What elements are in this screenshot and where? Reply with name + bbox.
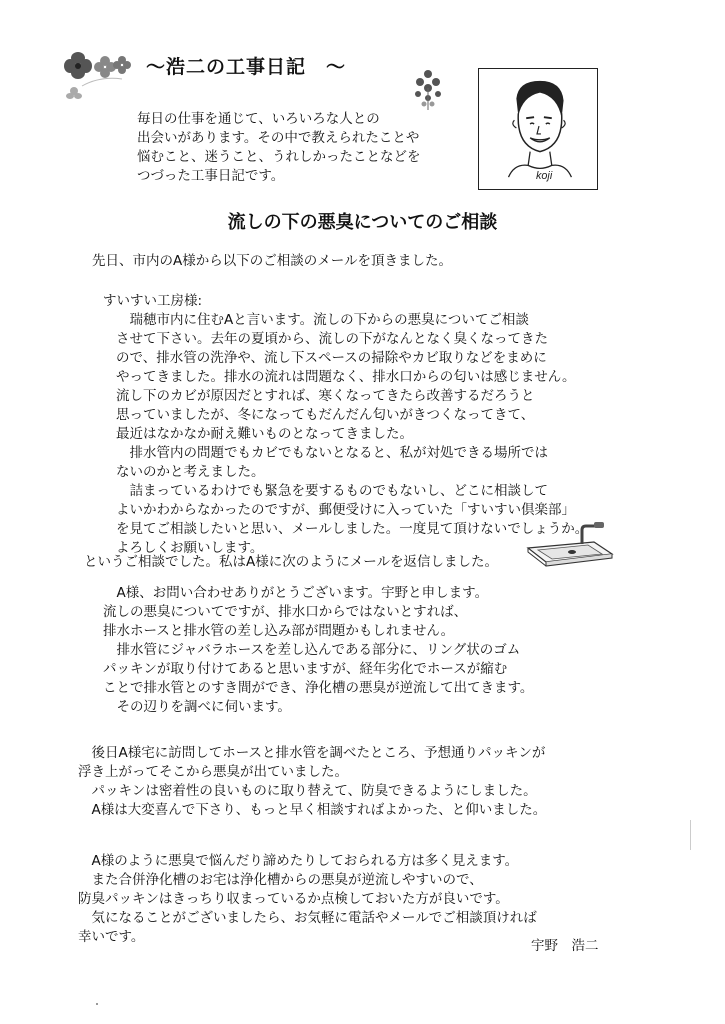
intro-line: 出会いがあります。その中で教えられたことや [137, 130, 420, 146]
email-line: よろしくお願いします。 [116, 540, 264, 556]
scan-edge-mark [690, 820, 691, 850]
visit-line: パッキンは密着性の良いものに取り替えて、防臭できるようにしました。 [78, 783, 537, 799]
email-line: ないのかと考えました。 [116, 464, 265, 480]
opening-line: 先日、市内のA様から以下のご相談のメールを頂きました。 [92, 253, 452, 269]
visit-paragraph [78, 744, 546, 820]
email-line: よいかわからなかったのですが、郵便受けに入っていた「すいすい倶楽部」 [116, 502, 575, 518]
author-portrait [478, 68, 598, 190]
intro-text [137, 110, 467, 186]
closing-line: 防臭パッキンはきっちり収まっているか点検しておいた方が良いです。 [78, 891, 509, 907]
reply-line: A様、お問い合わせありがとうございます。宇野と申します。 [103, 585, 489, 601]
email-line: させて下さい。去年の夏頃から、流しの下がなんとなく臭くなってきた [116, 331, 548, 347]
closing-line: 幸いです。 [78, 929, 145, 945]
visit-line: A様は大変喜んで下さり、もっと早く相談すればよかった、と仰いました。 [78, 802, 547, 818]
portrait-signature: koji [536, 170, 553, 183]
reply-line: 排水ホースと排水管の差し込み部が問題かもしれません。 [103, 623, 455, 639]
email-line: 最近はなかなか耐え難いものとなってきました。 [116, 426, 413, 442]
email-line: 流し下のカビが原因だとすれば、寒くなってきたら改善するだろうと [116, 388, 535, 404]
intro-line: つづった工事日記です。 [137, 168, 285, 184]
closing-line: A様のように悪臭で悩んだり諦めたりしておられる方は多く見えます。 [78, 853, 519, 869]
reply-paragraph [103, 584, 533, 717]
clover-icon [60, 46, 140, 106]
email-line: 思っていましたが、冬になってもだんだん匂いがきつくなってきて、 [116, 407, 535, 423]
page-title: ～浩二の工事日記 ～ [146, 56, 347, 78]
email-salutation: すいすい工房様: [103, 293, 203, 309]
email-line: 排水管内の問題でもカビでもないとなると、私が対処できる場所では [116, 445, 548, 461]
opening-paragraph [92, 252, 452, 271]
email-line: やってきました。排水の流れは問題なく、排水口からの匂いは感じません。 [116, 369, 576, 385]
sink-icon [524, 522, 616, 570]
reply-line: パッキンが取り付けてあると思いますが、経年劣化でホースが縮む [103, 661, 508, 677]
flower-icon [408, 66, 448, 110]
article-heading: 流しの下の悪臭についてのご相談 [227, 212, 498, 233]
closing-line: また合併浄化槽のお宅は浄化槽からの悪臭が逆流しやすいので、 [78, 872, 483, 888]
email-line: 詰まっているわけでも緊急を要するものでもないし、どこに相談して [116, 483, 548, 499]
reply-line: ことで排水管とのすき間ができ、浄化槽の悪臭が逆流して出てきます。 [103, 680, 534, 696]
transition-paragraph [84, 553, 498, 572]
reply-line: 排水管にジャバラホースを差し込んである部分に、リング状のゴム [103, 642, 521, 658]
email-paragraph [103, 292, 588, 558]
closing-paragraph [78, 852, 537, 947]
reply-line: 流しの悪臭についてですが、排水口からではないとすれば、 [103, 604, 468, 620]
visit-line: 後日A様宅に訪問してホースと排水管を調べたところ、予想通りパッキンが [78, 745, 546, 761]
transition-line: というご相談でした。私はA様に次のようにメールを返信しました。 [84, 554, 498, 570]
scan-speck [96, 1003, 98, 1005]
face-illustration [479, 69, 597, 189]
email-line: 瑞穂市内に住むAと言います。流しの下からの悪臭についてご相談 [116, 312, 529, 328]
intro-line: 悩むこと、迷うこと、うれしかったことなどを [137, 149, 421, 165]
visit-line: 浮き上がってそこから悪臭が出ていました。 [78, 764, 348, 780]
author-signature: 宇野 浩二 [531, 938, 599, 954]
intro-line: 毎日の仕事を通じて、いろいろな人との [137, 111, 380, 127]
reply-line: その辺りを調べに伺います。 [103, 699, 291, 715]
closing-line: 気になることがございましたら、お気軽に電話やメールでご相談頂ければ [78, 910, 537, 926]
email-line: を見てご相談したいと思い、メールしました。一度見て頂けないでしょうか。 [116, 521, 589, 537]
email-line: ので、排水管の洗浄や、流し下スペースの掃除やカビ取りなどをまめに [116, 350, 547, 366]
